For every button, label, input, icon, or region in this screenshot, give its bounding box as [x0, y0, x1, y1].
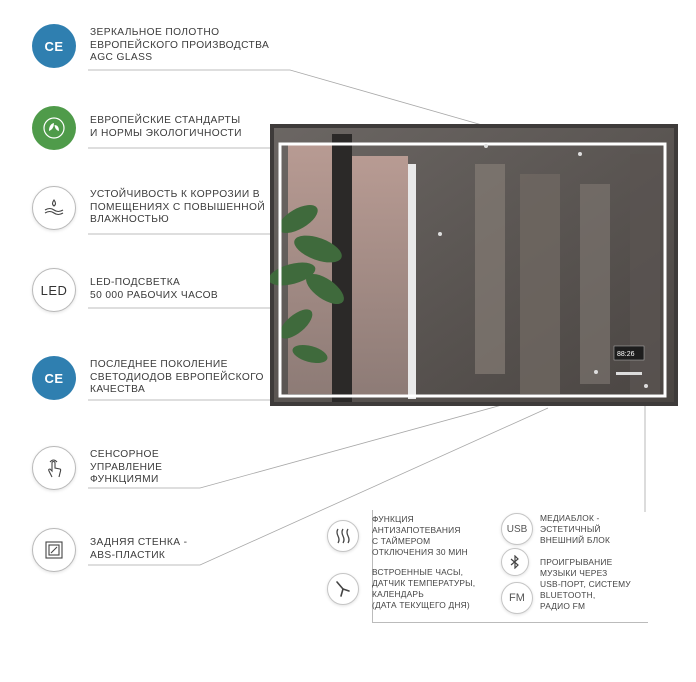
feature-item [32, 356, 264, 400]
fm-icon: FM [501, 582, 533, 614]
feature-text-line: ЕВРОПЕЙСКИЕ СТАНДАРТЫ [90, 115, 241, 127]
feature-text [90, 115, 242, 140]
feature-text-line: СВЕТОДИОДОВ ЕВРОПЕЙСКОГО [90, 371, 264, 383]
usb-text: МЕДИАБЛОК - ЭСТЕТИЧНЫЙ ВНЕШНИЙ БЛОК [540, 513, 611, 545]
bluetooth-text: ПРОИГРЫВАНИЕ МУЗЫКИ ЧЕРЕЗ USB-ПОРТ, СИСТЕМУ BLUETOOTH, РАДИО FM [540, 557, 631, 611]
feature-text-line: ВЛАЖНОСТЬЮ [90, 214, 170, 226]
mirror-image [270, 124, 678, 406]
moisture-layers-icon [32, 186, 76, 230]
feature-text-line: ABS-ПЛАСТИК [90, 550, 166, 561]
ce-icon: CE [32, 356, 76, 400]
mirror-illustration [270, 124, 678, 406]
feature-item [32, 186, 265, 230]
usb-icon: USB [501, 513, 533, 545]
feature-text [90, 359, 264, 397]
clock-text: ВСТРОЕННЫЕ ЧАСЫ, ДАТЧИК ТЕМПЕРАТУРЫ, КАЛЕНДАРЬ (ДАТА ТЕКУЩЕГО ДНЯ) [372, 567, 476, 610]
feature-text [90, 537, 187, 562]
clock-icon [327, 573, 359, 605]
feature-item [32, 106, 242, 150]
eco-leaves-icon [32, 106, 76, 150]
anti-fog-icon [327, 520, 359, 552]
feature-item [32, 268, 218, 312]
feature-text-line: AGC GLASS [90, 52, 153, 64]
feature-item [32, 24, 269, 68]
feature-text-line: ПОМЕЩЕНИЯХ С ПОВЫШЕННОЙ [90, 201, 266, 213]
feature-text-line: ЕВРОПЕЙСКОГО ПРОИЗВОДСТВА [90, 39, 270, 51]
anti-fog-text: ФУНКЦИЯ АНТИЗАПОТЕВАНИЯ С ТАЙМЕРОМ ОТКЛЮЧЕНИЯ 30 МИН [372, 514, 468, 557]
feature-text-line: LED-ПОДСВЕТКА [90, 277, 181, 289]
feature-text [90, 449, 162, 487]
feature-text-line: ЗЕРКАЛЬНОЕ ПОЛОТНО [90, 27, 220, 39]
feature-text-line: 50 000 РАБОЧИХ ЧАСОВ [90, 290, 219, 301]
bluetooth-icon [501, 548, 529, 576]
feature-text-line: ЗАДНЯЯ СТЕНКА - [90, 537, 188, 549]
feature-text-line: И НОРМЫ ЭКОЛОГИЧНОСТИ [90, 128, 242, 139]
back-panel-icon [32, 528, 76, 572]
ce-icon: CE [32, 24, 76, 68]
feature-text-line: УСТОЙЧИВОСТЬ К КОРРОЗИИ В [90, 189, 260, 201]
feature-text-line: ПОСЛЕДНЕЕ ПОКОЛЕНИЕ [90, 359, 228, 371]
feature-text [90, 189, 265, 227]
feature-text-line: КАЧЕСТВА [90, 384, 146, 396]
feature-text [90, 27, 269, 65]
touch-hand-icon [32, 446, 76, 490]
feature-text-line: ФУНКЦИЯМИ [90, 474, 159, 486]
feature-item [32, 446, 162, 490]
feature-text-line: УПРАВЛЕНИЕ [90, 461, 163, 473]
feature-text [90, 277, 218, 302]
extras-bracket-bottom [372, 622, 648, 623]
feature-text-line: СЕНСОРНОЕ [90, 449, 160, 461]
led-icon: LED [32, 268, 76, 312]
svg-text:88:26: 88:26 [617, 351, 635, 358]
feature-item [32, 528, 187, 572]
